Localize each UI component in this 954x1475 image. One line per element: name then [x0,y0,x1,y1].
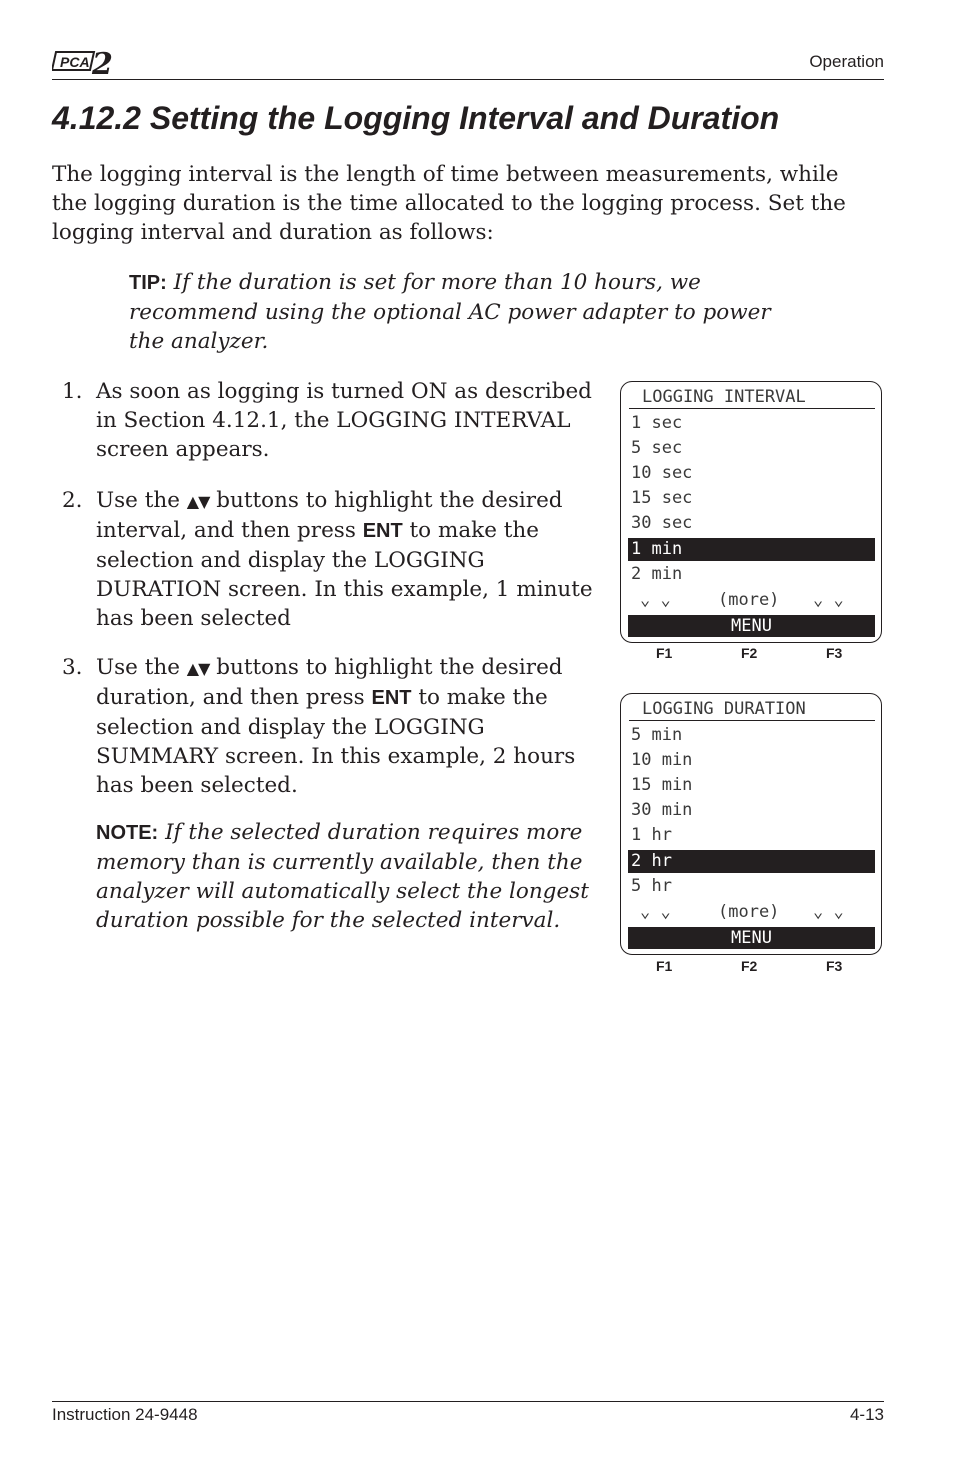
step-text: As soon as logging is turned ON as described in Section 4.12.1, the LOGGING INTERVAL screen appears. [96,379,592,462]
up-down-arrows-icon: ▲▼ [186,492,210,511]
lcd-menu-item-selected: 1 min [628,538,875,561]
lcd-logging-duration-screen [620,693,882,955]
step-text: Use the ▲▼ buttons to highlight the desired duration, and then press ENT to make the selection and display the LOGGING SUMMARY screen. In this example, 2 hours has been selected. [96,655,576,798]
tip-text: If the duration is set for more than 10 hours, we recommend using the optional AC power adapter to power the analyzer. [129,270,771,354]
scroll-down-icon: ⌄ ⌄ [640,590,671,610]
scroll-down-icon: ⌄ ⌄ [813,902,844,922]
pca2-logo [52,44,116,78]
lcd-menu-item: 30 sec [631,513,693,533]
lcd-menu-item: 15 min [631,775,693,795]
f3-key-label: F3 [826,958,843,974]
ent-key-label: ENT [371,687,412,709]
scroll-down-icon: ⌄ ⌄ [813,590,844,610]
note-text: If the selected duration requires more memory than is currently available, then the analyzer will automatically select the longest duration possible for the selected interval. [96,820,589,933]
lcd-logging-interval-screen [620,381,882,643]
step-3 [52,653,612,800]
footer-instruction-number: Instruction 24-9448 [52,1405,198,1424]
function-key-labels [620,645,880,665]
step-number: 1. [62,379,83,404]
lcd-menu-item: 5 sec [631,438,683,458]
ent-key-label: ENT [362,520,403,542]
lcd-menu-bar: MENU [628,615,875,637]
step-number: 2. [62,488,83,513]
step-2 [52,486,612,633]
f1-key-label: F1 [656,958,673,974]
svg-text:2: 2 [92,47,113,78]
lcd-menu-item: 10 sec [631,463,693,483]
up-down-arrows-icon: ▲▼ [186,659,210,678]
lcd-menu-item: 15 sec [631,488,693,508]
lcd-menu-item: 10 min [631,750,693,770]
intro-paragraph: The logging interval is the length of time between measurements, while the logging duration is the time allocated to the logging process. Set the logging interval and duration as follows: [52,162,846,245]
lcd-menu-item: 2 min [631,564,683,584]
lcd-more-label: (more) [718,902,780,922]
header-rule [52,79,884,80]
lcd-more-row [628,901,875,923]
step-text: Use the ▲▼ buttons to highlight the desired interval, and then press ENT to make the selection and display the LOGGING DURATION screen. In this example, 1 minute has been selected [96,488,593,631]
scroll-down-icon: ⌄ ⌄ [640,902,671,922]
lcd-menu-bar: MENU [628,927,875,949]
lcd-more-row [628,589,875,611]
step-number: 3. [62,655,83,680]
f2-key-label: F2 [741,958,758,974]
step-1 [52,377,612,464]
header-section-label: Operation [809,52,884,71]
svg-text:PCA: PCA [60,54,90,70]
lcd-menu-item: 5 hr [631,876,672,896]
lcd-menu-item-selected: 2 hr [628,850,875,873]
f2-key-label: F2 [741,645,758,661]
section-title: 4.12.2 Setting the Logging Interval and Duration [52,100,780,136]
lcd-menu-item: 1 sec [631,413,683,433]
note-label: NOTE: [96,822,159,844]
f1-key-label: F1 [656,645,673,661]
tip-block [129,268,809,356]
tip-label: TIP: [129,272,167,294]
lcd-menu-item: 5 min [631,725,683,745]
function-key-labels [620,958,880,978]
footer-rule [52,1401,884,1402]
lcd-heading: LOGGING INTERVAL [629,386,875,409]
note-block [96,818,616,935]
lcd-more-label: (more) [718,590,780,610]
footer-page-number: 4-13 [849,1405,884,1424]
f3-key-label: F3 [826,645,843,661]
lcd-menu-item: 1 hr [631,825,672,845]
lcd-heading: LOGGING DURATION [629,698,875,721]
lcd-menu-item: 30 min [631,800,693,820]
